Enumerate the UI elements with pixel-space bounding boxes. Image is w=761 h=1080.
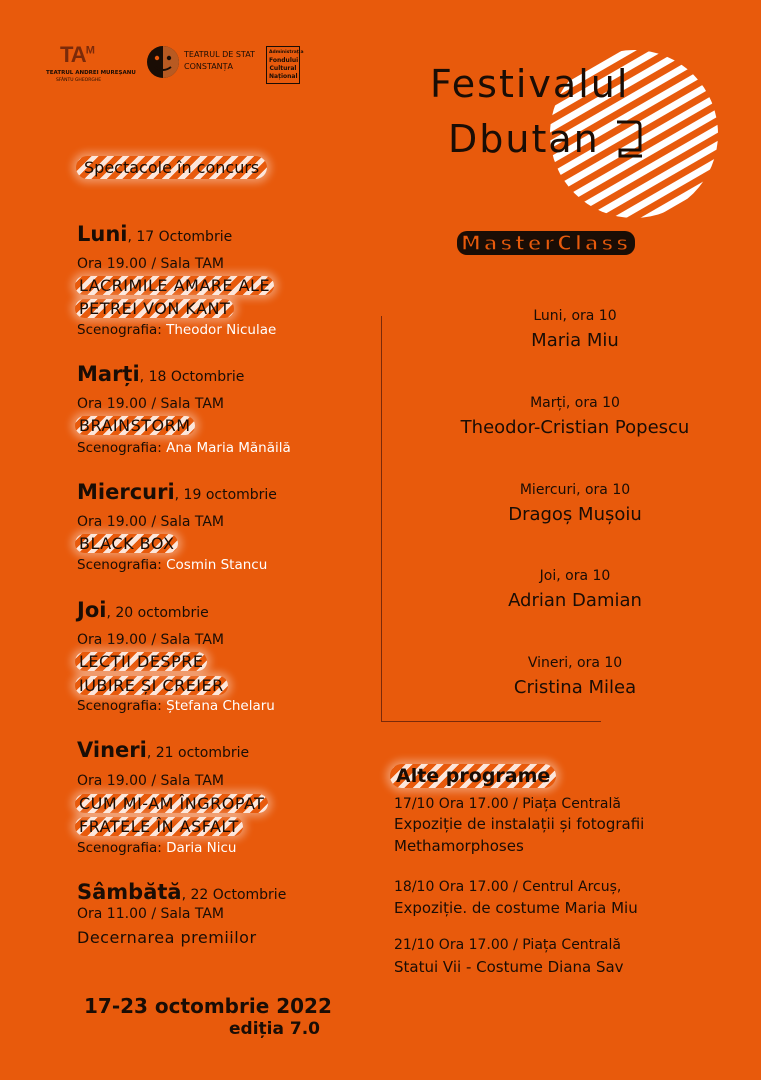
- other-heading: Alte programe: [390, 764, 556, 788]
- event-date: , 20 octombrie: [106, 605, 209, 621]
- afcn-line4: Național: [269, 73, 298, 80]
- tam-mark-sup: M: [85, 44, 94, 57]
- other-what-line1: Statui Vii - Costume Diana Sav: [394, 958, 624, 976]
- event-time: Ora 11.00 / Sala TAM: [77, 906, 225, 922]
- sceno-label: Scenografia:: [77, 840, 167, 856]
- event-date: , 22 Octombrie: [181, 887, 287, 903]
- sceno-label: Scenografia:: [77, 557, 167, 573]
- event-title-line1: BRAINSTORM: [75, 416, 195, 435]
- other-when: 17/10 Ora 17.00 / Piața Centrală: [394, 796, 621, 812]
- event-title-line1: LACRIMILE AMARE ALE: [75, 276, 274, 295]
- theatre-mask-icon: [146, 44, 180, 80]
- sceno-name: Cosmin Stancu: [166, 557, 268, 573]
- festival-title-line2: [448, 116, 644, 161]
- sceno-label: Scenografia:: [77, 322, 167, 338]
- event-title-line2: IUBIRE ȘI CREIER: [75, 676, 228, 695]
- event-day: Luni: [77, 222, 128, 246]
- event-time: Ora 19.00 / Sala TAM: [77, 396, 225, 412]
- sceno-name: Theodor Niculae: [166, 322, 277, 338]
- other-what-line1: Expoziție. de costume Maria Miu: [394, 899, 638, 917]
- masterclass-divider-bottom: [381, 721, 601, 722]
- constanta-logo: [146, 44, 256, 84]
- contest-heading: Spectacole în concurs: [76, 156, 267, 179]
- event-date: , 17 Octombrie: [127, 229, 233, 245]
- other-what-line2: Methamorphoses: [394, 837, 524, 855]
- event-time: Ora 19.00 / Sala TAM: [77, 632, 225, 648]
- sceno-label: Scenografia:: [77, 698, 167, 714]
- tam-mark: TA: [60, 42, 86, 67]
- event-date: , 18 Octombrie: [139, 369, 245, 385]
- masterclass-label: MasterClass: [457, 231, 635, 255]
- event-title-line2: PETREI VON KANT: [75, 299, 234, 318]
- event-time: Ora 19.00 / Sala TAM: [77, 256, 225, 272]
- tam-logo: [46, 42, 136, 86]
- event-date: , 21 octombrie: [146, 745, 250, 761]
- masterclass-day: Vineri, ora 10: [527, 655, 623, 671]
- masterclass-day: Joi, ora 10: [539, 568, 611, 584]
- event-time: Ora 19.00 / Sala TAM: [77, 514, 225, 530]
- sceno-name: Ștefana Chelaru: [166, 698, 275, 714]
- masterclass-name: Theodor-Cristian Popescu: [460, 417, 690, 438]
- event-day: Sâmbătă: [77, 880, 182, 904]
- event-date: , 19 octombrie: [174, 487, 277, 503]
- masterclass-name: Maria Miu: [531, 330, 619, 351]
- masterclass-name: Adrian Damian: [508, 590, 642, 611]
- masterclass-name: Dragoș Mușoiu: [508, 504, 642, 525]
- event-day: Miercuri: [77, 480, 175, 504]
- afcn-line3: Cultural: [269, 65, 297, 72]
- festival-edition: ediția 7.0: [229, 1019, 320, 1039]
- event-title-line2: FRATELE ÎN ASFALT: [75, 817, 243, 836]
- other-when: 21/10 Ora 17.00 / Piața Centrală: [394, 937, 621, 953]
- event-day: Marți: [77, 362, 140, 386]
- other-when: 18/10 Ora 17.00 / Centrul Arcuș,: [394, 879, 622, 895]
- event-title-line1: Decernarea premiilor: [77, 928, 257, 947]
- event-day: Joi: [77, 598, 107, 622]
- masterclass-day: Miercuri, ora 10: [519, 482, 631, 498]
- masterclass-divider: [381, 316, 382, 722]
- tam-line1: TEATRUL ANDREI MUREȘANU: [46, 70, 136, 76]
- event-time: Ora 19.00 / Sala TAM: [77, 773, 225, 789]
- constanta-line2: CONSTANȚA: [184, 62, 234, 71]
- festival-title-line1: Festivalul: [430, 62, 630, 106]
- masterclass-day: Luni, ora 10: [533, 308, 617, 324]
- event-day: Vineri: [77, 738, 147, 762]
- other-what-line1: Expoziție de instalații și fotografii: [394, 815, 645, 833]
- masterclass-day: Marți, ora 10: [530, 395, 620, 411]
- event-title-line1: BLACK BOX: [75, 534, 178, 553]
- event-title-line1: CUM MI-AM ÎNGROPAT: [75, 794, 268, 813]
- masterclass-name: Cristina Milea: [513, 677, 637, 698]
- festival-title-word: Dbutan: [448, 117, 600, 161]
- tam-line2: SFÂNTU GHEORGHE: [56, 78, 102, 83]
- afcn-line1: Administrația: [269, 50, 304, 55]
- sceno-label: Scenografia:: [77, 440, 167, 456]
- logo-glyph-icon: [614, 116, 644, 160]
- afcn-logo: [266, 46, 304, 84]
- afcn-line2: Fondului: [269, 57, 299, 64]
- festival-dates: 17-23 octombrie 2022: [84, 994, 332, 1018]
- sceno-name: Ana Maria Mănăilă: [166, 440, 291, 456]
- event-title-line1: LECȚII DESPRE: [75, 652, 207, 671]
- sceno-name: Daria Nicu: [166, 840, 237, 856]
- constanta-line1: TEATRUL DE STAT: [184, 50, 255, 59]
